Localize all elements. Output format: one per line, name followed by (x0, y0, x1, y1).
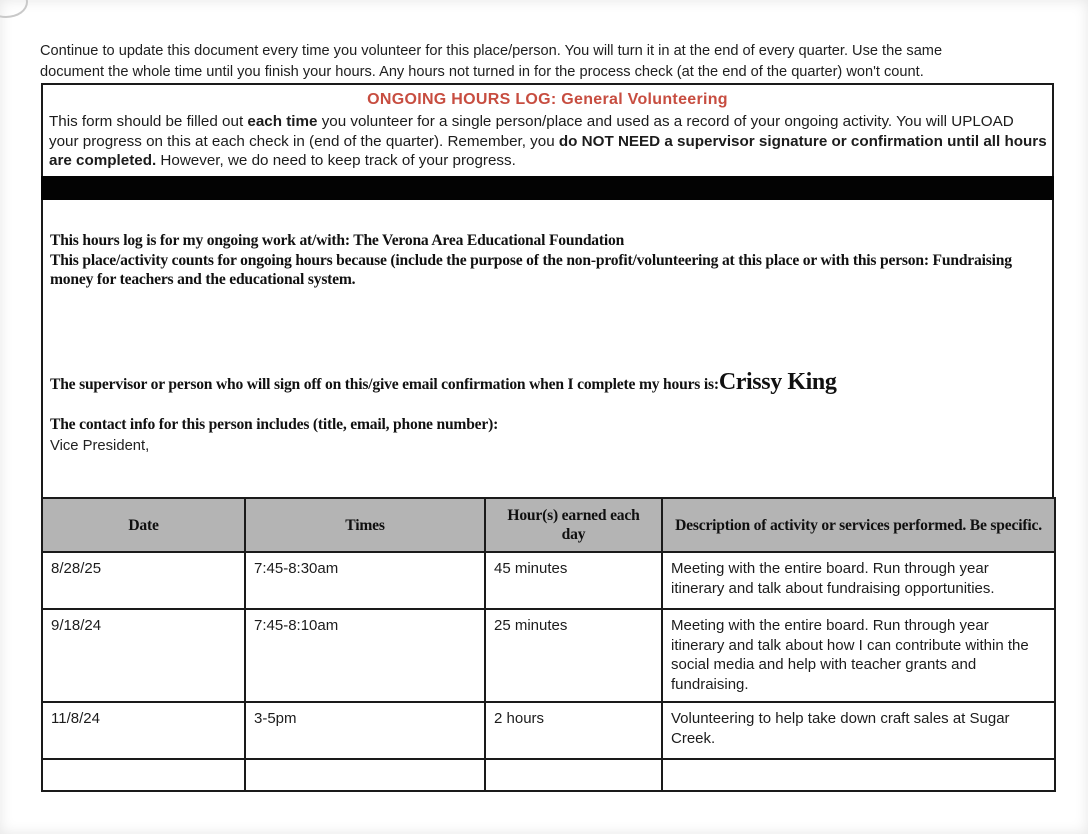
work-line (50, 231, 1044, 251)
form-intro (49, 112, 1047, 171)
work-value: The Verona Area Educational Foundation (353, 232, 625, 249)
cell-date: 8/28/25 (42, 552, 245, 609)
work-label: This hours log is for my ongoing work at/with: (50, 232, 354, 249)
header-note-line-2: document the whole time until you finish your hours. Any hours not turned in for the process check (at the end of the quarter) won't count. (40, 63, 924, 80)
cell-hours (485, 759, 662, 791)
cell-date (42, 759, 245, 791)
form-title: ONGOING HOURS LOG: General Volunteering (367, 91, 728, 108)
table-row (42, 609, 1055, 702)
table-row (42, 759, 1055, 791)
intro-bold-each-time: each time (247, 113, 318, 130)
header-note (40, 41, 1008, 82)
cell-description (662, 759, 1055, 791)
hours-log-table (41, 497, 1056, 792)
cell-description: Volunteering to help take down craft sales at Sugar Creek. (662, 702, 1055, 759)
purpose-value: Fundraising money for teachers and the educational system. (50, 251, 1012, 289)
cell-times: 7:45-8:30am (245, 552, 485, 609)
cell-hours: 2 hours (485, 702, 662, 759)
supervisor-line (50, 369, 1044, 396)
header-note-line-1: Continue to update this document every time you volunteer for this place/person. You will turn it in at the end of every quarter. Use the same (40, 43, 943, 59)
purpose-label: This place/activity counts for ongoing hours because (include the purpose of the non-profit/volunteering at this place or with this person: (50, 251, 933, 269)
table-row (42, 552, 1055, 609)
work-section (50, 231, 1044, 290)
hours-log-form (41, 83, 1054, 791)
column-header-times: Times (245, 498, 485, 552)
cell-description: Meeting with the entire board. Run through year itinerary and talk about fundraising opportunities. (662, 552, 1055, 609)
page-corner-artifact (0, 0, 28, 18)
supervisor-label: The supervisor or person who will sign off on this/give email confirmation when I complete my hours is: (50, 376, 719, 393)
cell-date: 9/18/24 (42, 609, 245, 702)
table-header-row (42, 498, 1055, 552)
cell-hours: 25 minutes (485, 609, 662, 702)
column-header-description: Description of activity or services performed. Be specific. (662, 498, 1055, 552)
cell-description: Meeting with the entire board. Run through year itinerary and talk about how I can contribute within the social media and help with teacher grants and fundraising. (662, 609, 1055, 702)
table-row (42, 702, 1055, 759)
contact-value: Vice President, (50, 438, 150, 454)
contact-label: The contact info for this person includes (title, email, phone number): (50, 416, 499, 433)
purpose-line (50, 251, 1044, 290)
column-header-date: Date (42, 498, 245, 552)
cell-date: 11/8/24 (42, 702, 245, 759)
black-divider-bar (41, 176, 1054, 200)
intro-segment: This form should be filled out (49, 113, 248, 130)
intro-segment: you volunteer for a single person/place and used as a record of your ongoing activity. You will UPLOAD your progress on this at each check in (end of the quarter). Remember, you (49, 113, 1014, 150)
intro-segment: However, we do need to keep track of your progress. (156, 152, 516, 169)
column-header-hours: Hour(s) earned each day (485, 498, 662, 552)
cell-hours: 45 minutes (485, 552, 662, 609)
cell-times (245, 759, 485, 791)
cell-times: 7:45-8:10am (245, 609, 485, 702)
intro-bold-no-signature: do NOT NEED a supervisor signature or confirmation until all hours are completed. (49, 132, 1047, 169)
cell-times: 3-5pm (245, 702, 485, 759)
table-body (42, 552, 1055, 791)
supervisor-name: Crissy King (718, 369, 837, 395)
